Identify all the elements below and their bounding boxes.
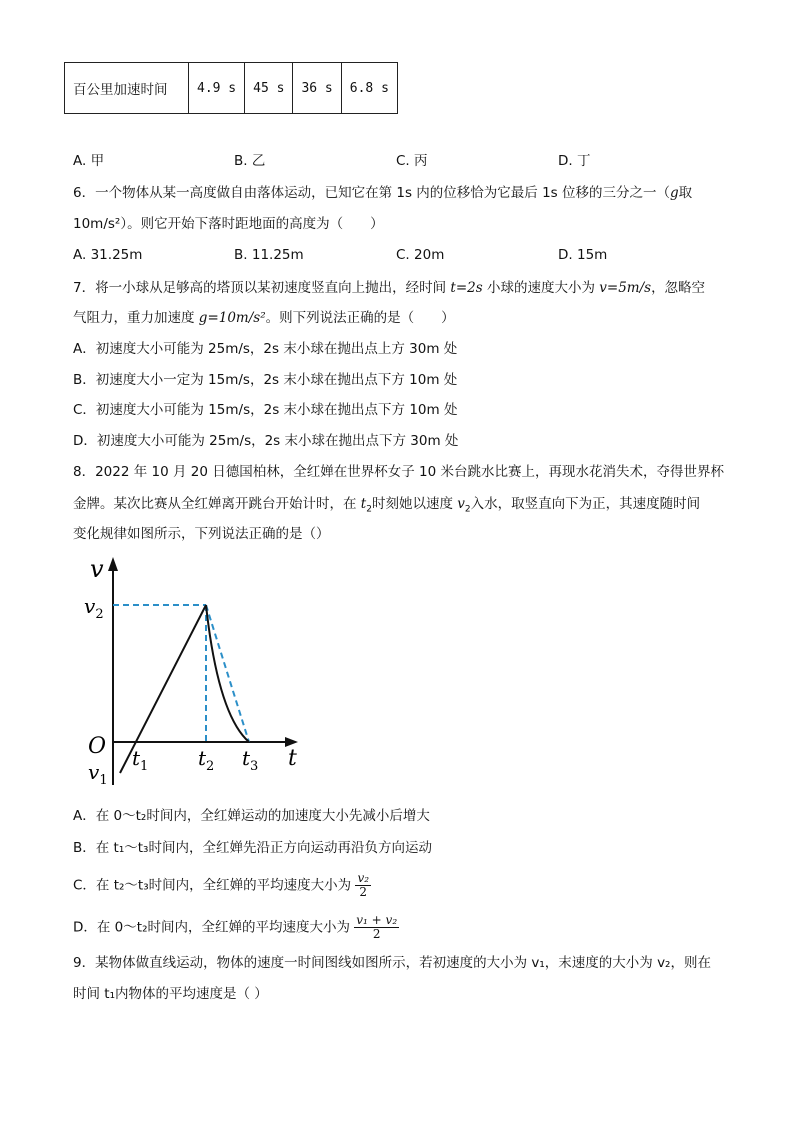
q6-option-d: D. 15m xyxy=(558,247,608,263)
q5-option-b: B. 乙 xyxy=(234,153,266,169)
y-axis-arrow xyxy=(108,557,118,571)
acceleration-table xyxy=(64,62,398,114)
q8-stem-line2: 金牌。某次比赛从全红婵离开跳台开始计时，在 $t_2$时刻她以速度 $v_2$入水，取竖直向下为正，其速度随时间 xyxy=(73,496,701,515)
fraction: $\frac{\text{v₂}}{2}$ xyxy=(357,871,370,899)
table-value-cell: 36 s xyxy=(293,63,341,114)
q6-option-b: B. 11.25m xyxy=(234,247,304,263)
q7-option-b: B．初速度大小一定为 15m/s，2s 末小球在抛出点下方 10m 处 xyxy=(73,372,458,388)
q5-option-d: D. 丁 xyxy=(558,153,591,169)
t3-label: $t_3$ xyxy=(242,746,259,774)
x-axis-label: t xyxy=(288,746,297,771)
q8-option-d: D．在 0～t₂时间内，全红婵的平均速度大小为 $\frac{\text{v₁ + v₂}}{2}$ xyxy=(73,913,398,941)
velocity-time-graph xyxy=(80,555,320,790)
fraction: $\frac{\text{v₁ + v₂}}{2}$ xyxy=(356,913,398,941)
q6-stem-line1: 6．一个物体从某一高度做自由落体运动，已知它在第 1s 内的位移恰为它最后 1s 位移的三分之一（g取 xyxy=(73,185,693,201)
q7-option-d: D．初速度大小可能为 25m/s，2s 末小球在抛出点下方 30m 处 xyxy=(73,433,459,449)
v2-label: $v_2$ xyxy=(84,594,104,622)
q9-stem-line1: 9．某物体做直线运动，物体的速度一时间图线如图所示，若初速度的大小为 v₁，末速度的大小为 v₂，则在 xyxy=(73,955,711,971)
q8-option-c: C．在 t₂～t₃时间内，全红婵的平均速度大小为 $\frac{\text{v₂}}{2}$ xyxy=(73,871,370,899)
t2-label: $t_2$ xyxy=(198,746,215,774)
linear-decel-dashed xyxy=(206,605,249,742)
q7-option-c: C．初速度大小可能为 15m/s，2s 末小球在抛出点下方 10m 处 xyxy=(73,402,458,418)
v1-label: $v_1$ xyxy=(88,760,108,788)
q5-option-a: A. 甲 xyxy=(73,153,105,169)
table-value-cell: 6.8 s xyxy=(341,63,397,114)
q8-option-a: A．在 0～t₂时间内，全红婵运动的加速度大小先减小后增大 xyxy=(73,808,430,824)
table-row xyxy=(65,63,398,114)
q7-stem-line1: 7．将一小球从足够高的塔顶以某初速度竖直向上抛出，经时间 t=2s 小球的速度大小为 v=5m/s，忽略空 xyxy=(73,280,706,296)
q8-stem-line3: 变化规律如图所示，下列说法正确的是（） xyxy=(73,526,330,542)
q8-option-b: B．在 t₁～t₃时间内，全红婵先沿正方向运动再沿负方向运动 xyxy=(73,840,432,856)
table-value-cell: 45 s xyxy=(245,63,293,114)
q6-option-c: C. 20m xyxy=(396,247,445,263)
t1-label: $t_1$ xyxy=(132,746,149,774)
y-axis-label: v xyxy=(90,555,104,583)
q7-stem-line2: 气阻力，重力加速度 g=10m/s²。则下列说法正确的是（ ） xyxy=(73,310,455,326)
table-label-cell: 百公里加速时间 xyxy=(65,63,189,114)
q6-stem-line2: 10m/s²）。则它开始下落时距地面的高度为（ ） xyxy=(73,216,384,232)
origin-label: O xyxy=(88,734,107,759)
q9-stem-line2: 时间 t₁内物体的平均速度是（ ） xyxy=(73,986,268,1002)
q7-option-a: A．初速度大小可能为 25m/s，2s 末小球在抛出点上方 30m 处 xyxy=(73,341,458,357)
q8-stem-line1: 8．2022 年 10 月 20 日德国柏林，全红婵在世界杯女子 10 米台跳水比赛上，再现水花消失术，夺得世界杯 xyxy=(73,464,725,480)
table-value-cell: 4.9 s xyxy=(189,63,245,114)
q5-option-c: C. 丙 xyxy=(396,153,428,169)
q6-option-a: A. 31.25m xyxy=(73,247,143,263)
